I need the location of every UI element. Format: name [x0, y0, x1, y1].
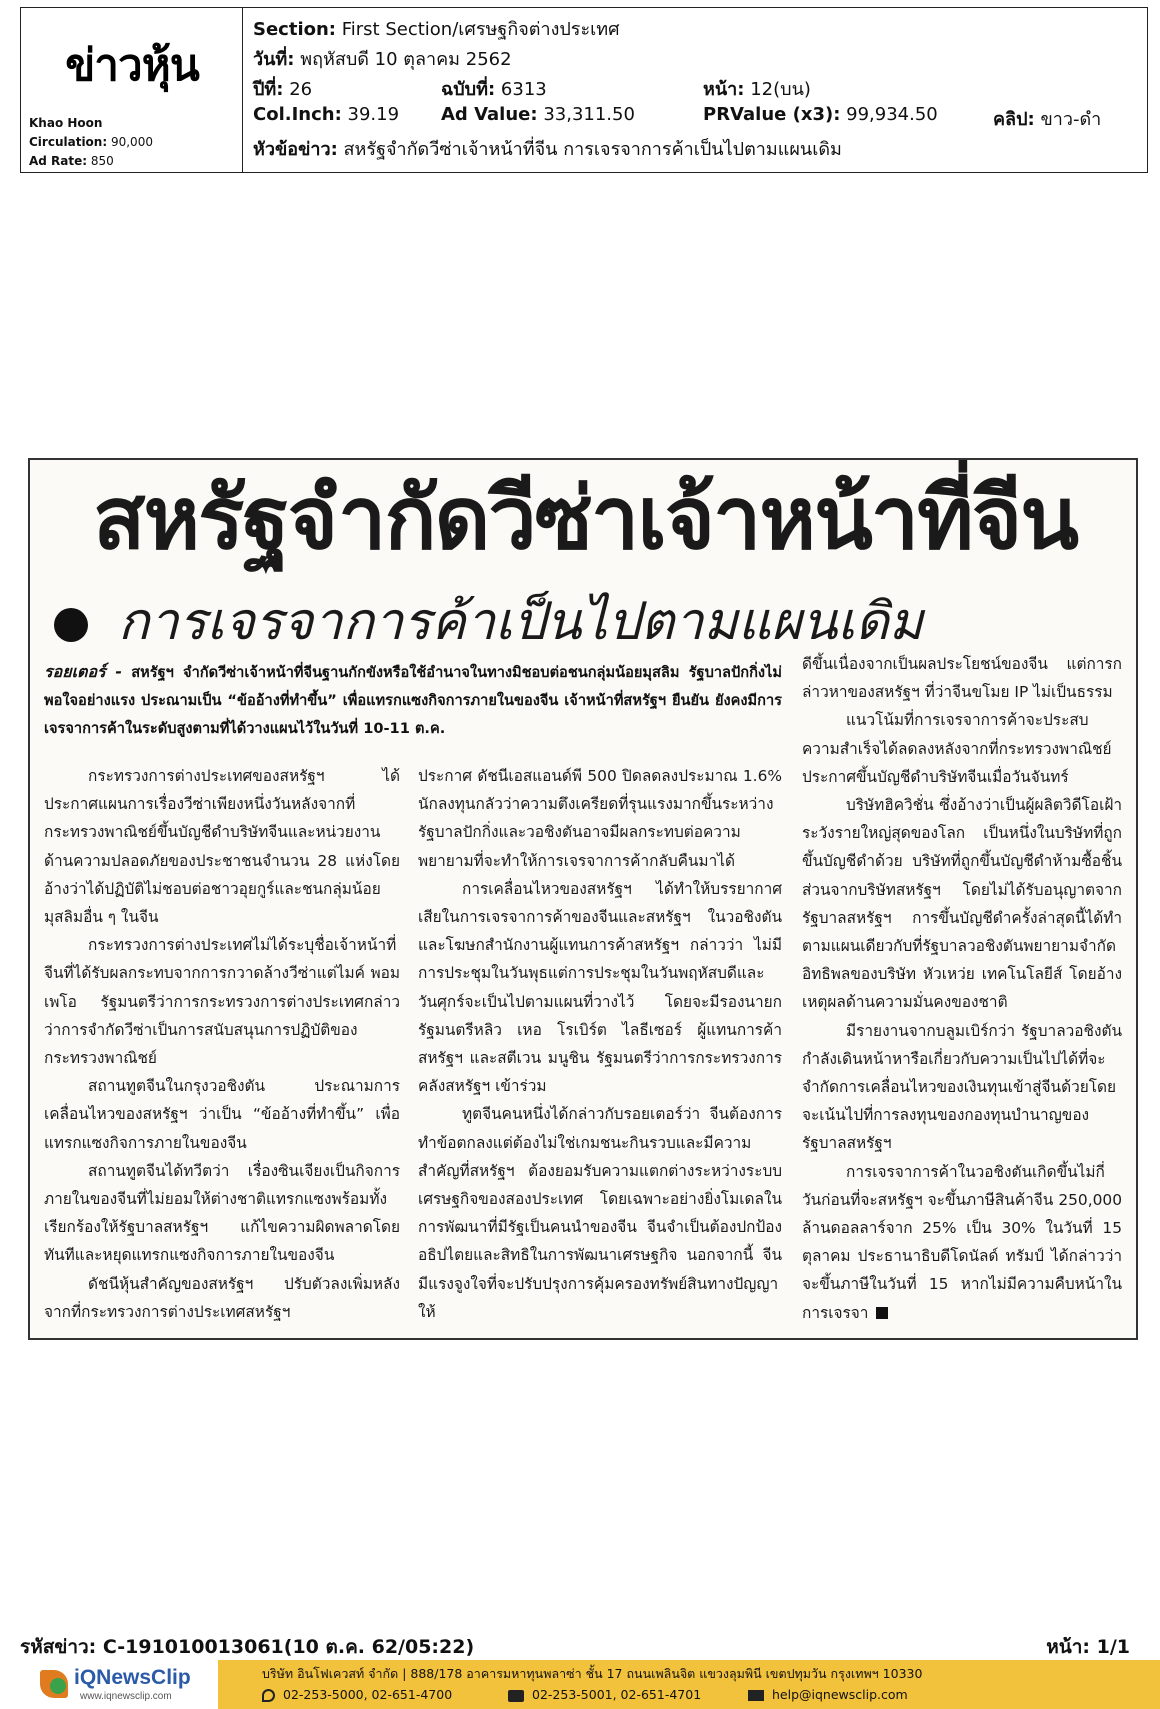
- date-value: พฤหัสบดี 10 ตุลาคม 2562: [300, 49, 512, 70]
- col-inch-label: Col.Inch:: [253, 104, 342, 125]
- year-value: 26: [289, 79, 313, 100]
- paragraph-text: การเจรจาการค้าในวอชิงตันเกิดขึ้นไม่กี่วันก่อนที่จะสหรัฐฯ จะขึ้นภาษีสินค้าจีน 250,000 ล้านดอลลาร์จาก 25% เป็น 30% ในวันที่ 15 ตุลาคม ประธานาธิบดีโดนัลด์ ทรัมป์ ได้กล่าวว่า จะขึ้นภาษีในวันที่ 15 หากไม่มีความคืบหน้าในการเจรจา: [802, 1162, 1122, 1322]
- ad-rate-label: Ad Rate:: [29, 154, 88, 168]
- contact-bar: [218, 1660, 1160, 1709]
- ad-rate-value: 850: [90, 154, 114, 168]
- col-inch-value: 39.19: [347, 104, 400, 125]
- phone-number: 02-253-5000, 02-651-4700: [283, 1687, 453, 1702]
- clipping-header: [20, 7, 1148, 173]
- article-column-1: [44, 762, 400, 1326]
- circulation-value: 90,000: [110, 135, 153, 149]
- date-row: [253, 44, 512, 73]
- iqnewsclip-logo: [40, 1664, 230, 1706]
- paragraph: แนวโน้มที่การเจรจาการค้าจะประสบความสำเร็จได้ลดลงหลังจากที่กระทรวงพาณิชย์ประกาศขึ้นบัญชีดำบริษัทจีนเมื่อวันจันทร์: [802, 711, 1112, 786]
- phone-icon: [262, 1689, 275, 1702]
- paragraph: ดีขึ้นเนื่องจากเป็นผลประโยชน์ของจีน แต่การกล่าวหาของสหรัฐฯ ที่ว่าจีนขโมย IP ไม่เป็นธรรม: [802, 655, 1122, 702]
- year-field: [253, 74, 312, 103]
- paragraph: ทูตจีนคนหนึ่งได้กล่าวกับรอยเตอร์ว่า จีนต้องการทำข้อตกลงแต่ต้องไม่ใช่เกมชนะกินรวบและมีความสำคัญที่สหรัฐฯ ต้องยอมรับความแตกต่างระหว่างระบบเศรษฐกิจของสองประเทศ โดยเฉพาะอย่างยิ่งโมเดลในการพัฒนาที่มีรัฐเป็นคนนำของจีน จีนจำเป็นต้องปกป้องอธิปไตยและสิทธิในการพัฒนาเศรษฐกิจ นอกจากนี้ จีนมีแรงจูงใจที่จะปรับปรุงการคุ้มครองทรัพย์สินทางปัญญาให้: [418, 1105, 782, 1321]
- article-column-2: [418, 762, 782, 1326]
- email-contact: [748, 1687, 908, 1702]
- page-field: [703, 74, 811, 103]
- clip-type-label: คลิป:: [993, 109, 1035, 130]
- footer-bar: [20, 1660, 1160, 1709]
- logo-dot-icon: [50, 1678, 66, 1694]
- page-number: หน้า: 1/1: [1046, 1636, 1130, 1658]
- company-address: บริษัท อินโฟเควสท์ จำกัด | 888/178 อาคารมหาทุนพลาซ่า ชั้น 17 ถนนเพลินจิต แขวงลุมพินี เขตปทุมวัน กรุงเทพฯ 10330: [262, 1666, 923, 1681]
- section-value: First Section/เศรษฐกิจต่างประเทศ: [341, 19, 620, 40]
- news-code: รหัสข่าว: C-191010013061(10 ต.ค. 62/05:22): [20, 1636, 475, 1658]
- fax-contact: [508, 1687, 701, 1702]
- paragraph: บริษัทฮิควิชั่น ซึ่งอ้างว่าเป็นผู้ผลิตวิดีโอเฝ้าระวังรายใหญ่สุดของโลก เป็นหนึ่งในบริษัทที่ถูกขึ้นบัญชีดำด้วย บริษัทที่ถูกขึ้นบัญชีดำห้ามซื้อชิ้นส่วนจากบริษัทสหรัฐฯ โดยไม่ได้รับอนุญาตจากรัฐบาลสหรัฐฯ การขึ้นบัญชีดำครั้งล่าสุดนี้ได้ทำตามแผนเดียวกับที่รัฐบาลวอชิงตันพยายามจำกัดอิทธิพลของบริษัท หัวเหว่ย เทคโนโลยีส์ โดยอ้างเหตุผลด้านความมั่นคงของชาติ: [802, 796, 1122, 1012]
- publication-logo: ข่าวหุ้น: [65, 40, 199, 91]
- year-label: ปีที่:: [253, 79, 284, 100]
- article-headline: สหรัฐจำกัดวีซ่าเจ้าหน้าที่จีน: [92, 469, 1078, 569]
- pr-value-value: 99,934.50: [846, 104, 938, 125]
- page-label: หน้า:: [703, 79, 745, 100]
- ad-rate: [29, 154, 114, 168]
- paragraph: ดัชนีหุ้นสำคัญของสหรัฐฯ ปรับตัวลงเพิ่มหลังจากที่กระทรวงการต่างประเทศสหรัฐฯ: [44, 1274, 400, 1321]
- circulation-label: Circulation:: [29, 135, 108, 149]
- paragraph: ประกาศ ดัชนีเอสแอนด์พี 500 ปิดลดลงประมาณ 1.6% นักลงทุนกลัวว่าความตึงเครียดที่รุนแรงมากขึ้นระหว่างรัฐบาลปักกิ่งและวอชิงตันอาจมีผลกระทบต่อความพยายามที่จะทำให้การเจรจาการค้ากลับคืนมาได้: [418, 767, 782, 870]
- fax-number: 02-253-5001, 02-651-4701: [532, 1687, 702, 1702]
- circulation: [29, 135, 153, 149]
- article-clipping: [28, 458, 1138, 1340]
- article-subheadline: การเจรจาการค้าเป็นไปตามแผนเดิม: [118, 592, 924, 652]
- lead-text: สหรัฐฯ จำกัดวีซ่าเจ้าหน้าที่จีนฐานกักขังหรือใช้อำนาจในทางมิชอบต่อชนกลุ่มน้อยมุสลิม รัฐบาลปักกิ่งไม่พอใจอย่างแรง ประณามเป็น “ข้ออ้างที่ทำขึ้น” เพื่อแทรกแซงกิจการภายในของจีน เจ้าหน้าที่สหรัฐฯ ยืนยัน ยังคงมีการเจรจาการค้าในระดับสูงตามที่ได้วางแผนไว้ในวันที่ 10-11 ต.ค.: [44, 664, 782, 737]
- publication-panel: [21, 8, 243, 172]
- section-label: Section:: [253, 19, 336, 40]
- section-row: [253, 14, 620, 43]
- date-label: วันที่:: [253, 49, 295, 70]
- paragraph: สถานทูตจีนในกรุงวอชิงตัน ประณามการเคลื่อนไหวของสหรัฐฯ ว่าเป็น “ข้ออ้างที่ทำขึ้น” เพื่อแทรกแซงกิจการภายในของจีน: [44, 1077, 400, 1152]
- col-inch-field: [253, 104, 399, 125]
- headline-row: [253, 134, 842, 163]
- ad-value-field: [441, 104, 635, 125]
- pr-value-field: [703, 104, 938, 125]
- clip-type-value: ขาว-ดำ: [1040, 109, 1102, 130]
- headline-value: สหรัฐจำกัดวีซ่าเจ้าหน้าที่จีน การเจรจาการค้าเป็นไปตามแผนเดิม: [343, 139, 842, 160]
- paragraph: การเคลื่อนไหวของสหรัฐฯ ได้ทำให้บรรยากาศเสียในการเจรจาการค้าของจีนและสหรัฐฯ ในวอชิงตัน และโฆษกสำนักงานผู้แทนการค้าสหรัฐฯ กล่าวว่า ไม่มีการประชุมในวันพุธแต่การประชุมในวันพฤหัสบดีและวันศุกร์จะเป็นไปตามแผนที่วางไว้ โดยจะมีรองนายกรัฐมนตรีหลิว เหอ โรเบิร์ต ไลธีเซอร์ ผู้แทนการค้าสหรัฐฯ และสตีเวน มนูชิน รัฐมนตรีว่าการกระทรวงการคลังสหรัฐฯ เข้าร่วม: [418, 879, 782, 1096]
- article-byline: รอยเตอร์ -: [44, 662, 122, 681]
- phone-contact: [262, 1687, 452, 1702]
- ad-value-label: Ad Value:: [441, 104, 538, 125]
- publication-name: Khao Hoon: [29, 116, 103, 130]
- fax-icon: [508, 1690, 524, 1702]
- article-lead: [44, 658, 782, 743]
- paragraph: กระทรวงการต่างประเทศไม่ได้ระบุชื่อเจ้าหน้าที่จีนที่ได้รับผลกระทบจากการกวาดล้างวีซ่าแต่ไมค์ พอมเพโอ รัฐมนตรีว่าการกระทรวงการต่างประเทศกล่าวว่าการจำกัดวีซ่าเป็นการสนับสนุนการปฏิบัติของกระทรวงพาณิชย์: [44, 936, 400, 1068]
- end-mark-icon: [876, 1307, 888, 1319]
- paragraph: กระทรวงการต่างประเทศของสหรัฐฯ ได้ประกาศแผนการเรื่องวีซ่าเพียงหนึ่งวันหลังจากที่กระทรวงพาณิชย์ขึ้นบัญชีดำบริษัทจีนและหน่วยงานด้านความปลอดภัยของประชาชนจำนวน 28 แห่งโดยอ้างว่าได้ปฏิบัติไม่ชอบต่อชาวอุยกูร์และชนกลุ่มน้อยมุสลิมอื่น ๆ ในจีน: [44, 767, 400, 927]
- paragraph: สถานทูตจีนได้ทวีตว่า เรื่องซินเจียงเป็นกิจการภายในของจีนที่ไม่ยอมให้ต่างชาติแทรกแซงพร้อมทั้งเรียกร้องให้รัฐบาลสหรัฐฯ แก้ไขความผิดพลาดโดยทันทีและหยุดแทรกแซงกิจการภายในของจีน: [44, 1161, 400, 1265]
- clip-type-field: [993, 104, 1101, 133]
- brand-site: www.iqnewsclip.com: [80, 1691, 172, 1702]
- brand-name: iQNewsClip: [74, 1666, 191, 1689]
- bullet-icon: [54, 608, 88, 642]
- clip-metadata: [243, 8, 1147, 172]
- email-address: help@iqnewsclip.com: [772, 1687, 908, 1702]
- issue-label: ฉบับที่:: [441, 79, 496, 100]
- issue-value: 6313: [500, 79, 547, 100]
- article-column-3: [802, 650, 1122, 1327]
- mail-icon: [748, 1690, 764, 1701]
- pr-value-label: PRValue (x3):: [703, 104, 841, 125]
- last-paragraph: [802, 1158, 1122, 1327]
- issue-field: [441, 74, 547, 103]
- page-value: 12(บน): [750, 79, 811, 100]
- headline-label: หัวข้อข่าว:: [253, 139, 338, 160]
- ad-value-value: 33,311.50: [543, 104, 635, 125]
- paragraph: มีรายงานจากบลูมเบิร์กว่า รัฐบาลวอชิงตันกำลังเดินหน้าหารือเกี่ยวกับความเป็นไปได้ที่จะจำกัดการเคลื่อนไหวของเงินทุนเข้าสู่จีนด้วยโดยจะเน้นไปที่การลงทุนของกองทุนบำนาญของรัฐบาลสหรัฐฯ: [802, 1021, 1122, 1153]
